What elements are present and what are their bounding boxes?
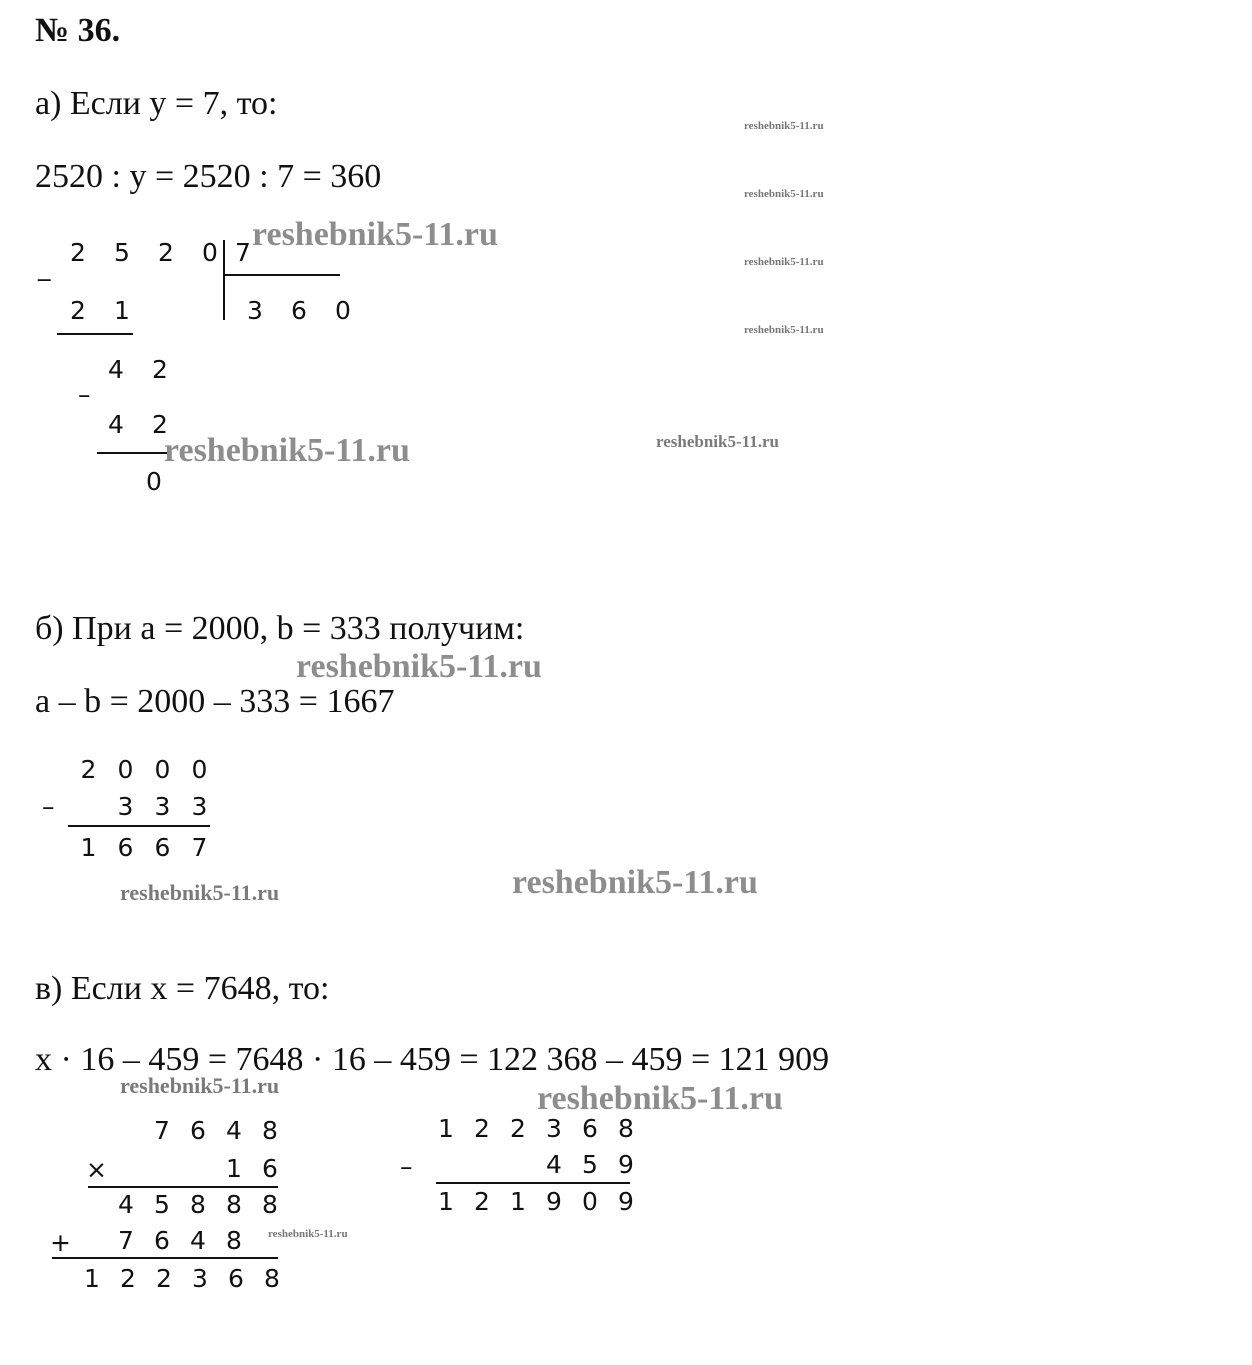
digit: 8 bbox=[226, 1226, 242, 1255]
digit: 3 bbox=[546, 1114, 562, 1143]
page-title: № 36. bbox=[35, 12, 121, 49]
watermark: reshebnik5-11.ru bbox=[164, 432, 410, 469]
digit: 2 bbox=[158, 238, 174, 267]
product-rule bbox=[88, 1186, 278, 1188]
digit: 8 bbox=[190, 1190, 206, 1219]
digit: 2 bbox=[70, 238, 86, 267]
step1-rule bbox=[57, 333, 133, 335]
digit: 4 bbox=[108, 410, 124, 439]
partial-product-2 bbox=[108, 1226, 252, 1255]
subtrahend bbox=[107, 792, 218, 821]
digit: 2 bbox=[152, 355, 168, 384]
watermark: reshebnik5-11.ru bbox=[537, 1080, 783, 1117]
digit: 1 bbox=[438, 1114, 454, 1143]
digit: 6 bbox=[291, 296, 307, 325]
digit: 8 bbox=[262, 1116, 278, 1145]
digit: 9 bbox=[618, 1150, 634, 1179]
watermark: reshebnik5-11.ru bbox=[120, 880, 280, 905]
digit: 1 bbox=[114, 296, 130, 325]
digit: 8 bbox=[618, 1114, 634, 1143]
digit: 7 bbox=[118, 1226, 134, 1255]
dividend bbox=[56, 238, 232, 267]
digit: 4 bbox=[226, 1116, 242, 1145]
digit: 4 bbox=[546, 1150, 562, 1179]
digit: 3 bbox=[247, 296, 263, 325]
sum-rule bbox=[52, 1257, 278, 1259]
digit: 1 bbox=[84, 1264, 100, 1293]
result-rule bbox=[68, 825, 210, 827]
digit: 8 bbox=[264, 1264, 280, 1293]
watermark: reshebnik5-11.ru bbox=[296, 648, 542, 685]
watermark: reshebnik5-11.ru bbox=[268, 1228, 348, 1240]
digit: 5 bbox=[582, 1150, 598, 1179]
digit: 8 bbox=[226, 1190, 242, 1219]
digit: 4 bbox=[190, 1226, 206, 1255]
digit: 4 bbox=[108, 355, 124, 384]
digit: 6 bbox=[582, 1114, 598, 1143]
digit: 2 bbox=[80, 755, 97, 784]
quotient-rule bbox=[225, 274, 340, 276]
watermark: reshebnik5-11.ru bbox=[744, 120, 824, 132]
watermark: reshebnik5-11.ru bbox=[512, 864, 758, 901]
digit: 2 bbox=[156, 1264, 172, 1293]
divisor: 7 bbox=[235, 238, 251, 267]
digit: 2 bbox=[152, 410, 168, 439]
digit: 3 bbox=[154, 792, 171, 821]
final-product bbox=[74, 1264, 290, 1293]
digit: 6 bbox=[262, 1154, 278, 1183]
digit: 6 bbox=[190, 1116, 206, 1145]
digit: 0 bbox=[582, 1187, 598, 1216]
digit: 1 bbox=[510, 1187, 526, 1216]
digit: 3 bbox=[192, 1264, 208, 1293]
watermark: reshebnik5-11.ru bbox=[744, 188, 824, 200]
multiplier bbox=[216, 1154, 288, 1183]
part-c-heading: в) Если x = 7648, то: bbox=[35, 970, 330, 1007]
digit: 3 bbox=[191, 792, 208, 821]
digit: 6 bbox=[154, 1226, 170, 1255]
subtrahend bbox=[536, 1150, 644, 1179]
final-remainder: 0 bbox=[146, 467, 162, 496]
digit: 5 bbox=[154, 1190, 170, 1219]
step2-remainder bbox=[94, 355, 182, 384]
digit: 1 bbox=[226, 1154, 242, 1183]
partial-product-1 bbox=[108, 1190, 288, 1219]
part-b-equation: a – b = 2000 – 333 = 1667 bbox=[35, 683, 395, 720]
watermark: reshebnik5-11.ru bbox=[744, 256, 824, 268]
part-b-heading: б) При a = 2000, b = 333 получим: bbox=[35, 610, 525, 647]
plus-sign: + bbox=[50, 1228, 71, 1257]
digit: 8 bbox=[262, 1190, 278, 1219]
watermark: reshebnik5-11.ru bbox=[120, 1073, 280, 1098]
quotient bbox=[233, 296, 365, 325]
step1-subtrahend bbox=[56, 296, 144, 325]
digit: 4 bbox=[118, 1190, 134, 1219]
multiplicand bbox=[144, 1116, 288, 1145]
times-sign: × bbox=[86, 1155, 107, 1184]
digit: 6 bbox=[117, 833, 134, 862]
part-a-heading: а) Если y = 7, то: bbox=[35, 85, 278, 122]
digit: 9 bbox=[618, 1187, 634, 1216]
minus-sign: – bbox=[78, 380, 91, 409]
minus-sign: – bbox=[400, 1152, 413, 1181]
difference bbox=[428, 1187, 644, 1216]
digit: 7 bbox=[154, 1116, 170, 1145]
digit: 2 bbox=[120, 1264, 136, 1293]
minus-sign: _ bbox=[38, 252, 51, 281]
step2-rule bbox=[97, 452, 167, 454]
difference bbox=[70, 833, 218, 862]
watermark: reshebnik5-11.ru bbox=[744, 324, 824, 336]
digit: 0 bbox=[117, 755, 134, 784]
digit: 0 bbox=[191, 755, 208, 784]
watermark: reshebnik5-11.ru bbox=[252, 216, 498, 253]
digit: 5 bbox=[114, 238, 130, 267]
digit: 3 bbox=[117, 792, 134, 821]
digit: 1 bbox=[80, 833, 97, 862]
part-c-equation: x · 16 – 459 = 7648 · 16 – 459 = 122 368 – 459 = 121 909 bbox=[35, 1041, 830, 1078]
digit: 7 bbox=[191, 833, 208, 862]
digit: 0 bbox=[154, 755, 171, 784]
digit: 2 bbox=[510, 1114, 526, 1143]
watermark: reshebnik5-11.ru bbox=[656, 432, 779, 451]
minuend bbox=[70, 755, 218, 784]
digit: 6 bbox=[228, 1264, 244, 1293]
part-a-equation: 2520 : y = 2520 : 7 = 360 bbox=[35, 158, 382, 195]
digit: 0 bbox=[335, 296, 351, 325]
result-rule bbox=[436, 1182, 630, 1184]
minuend bbox=[428, 1114, 644, 1143]
digit: 0 bbox=[202, 238, 218, 267]
digit: 9 bbox=[546, 1187, 562, 1216]
digit: 1 bbox=[438, 1187, 454, 1216]
digit: 6 bbox=[154, 833, 171, 862]
digit: 2 bbox=[474, 1114, 490, 1143]
digit: 2 bbox=[70, 296, 86, 325]
division-bar bbox=[223, 240, 225, 320]
minus-sign: – bbox=[42, 792, 55, 821]
digit: 2 bbox=[474, 1187, 490, 1216]
